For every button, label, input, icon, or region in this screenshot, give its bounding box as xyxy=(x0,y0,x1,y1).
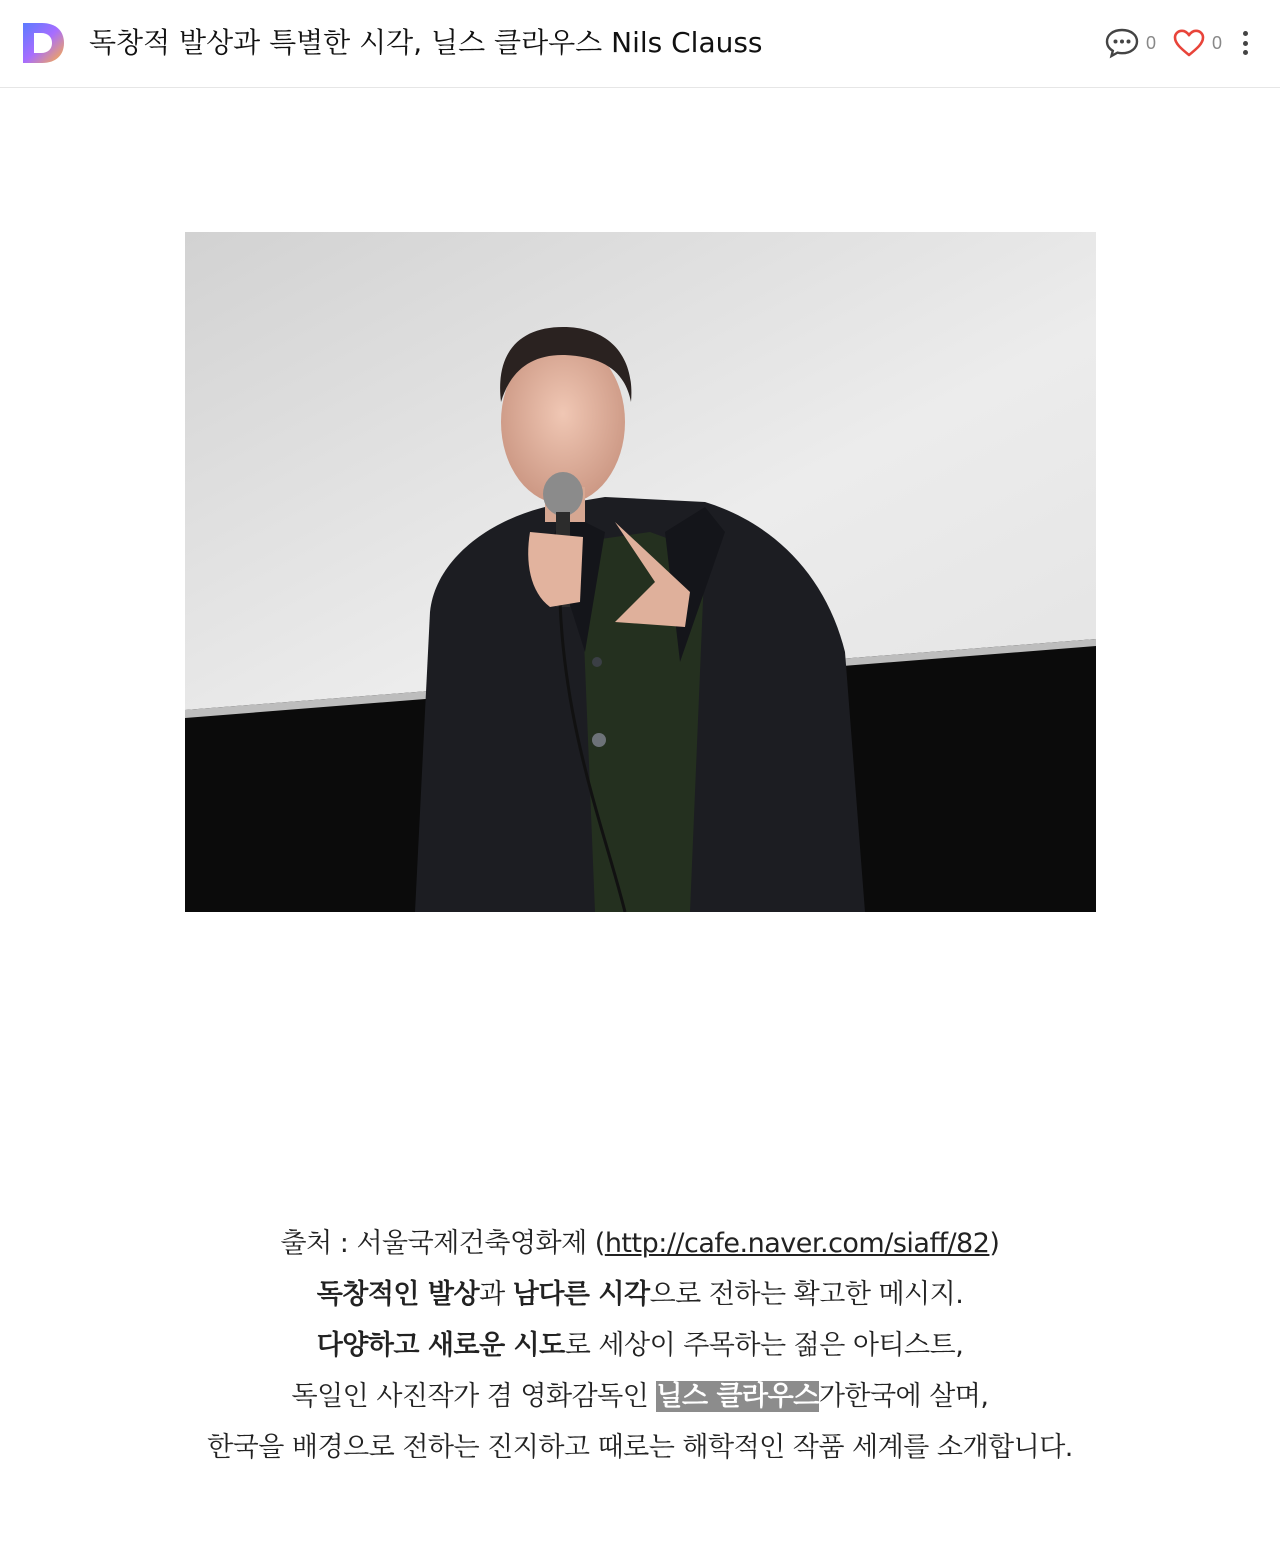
highlighted-name: 닐스 클라우스 xyxy=(656,1381,819,1412)
top-bar xyxy=(0,0,1280,88)
like-button[interactable] xyxy=(1172,28,1222,58)
caption-line-4: 독일인 사진작가 겸 영화감독인 닐스 클라우스가한국에 살며, xyxy=(291,1381,989,1412)
page-title: 독창적 발상과 특별한 시각, 닐스 클라우스 Nils Clauss xyxy=(89,26,763,59)
comment-count: 0 xyxy=(1145,32,1156,53)
speaker-photo xyxy=(185,232,1096,912)
more-options-icon[interactable] xyxy=(1238,28,1252,58)
heart-icon xyxy=(1172,28,1206,58)
source-link[interactable]: http://cafe.naver.com/siaff/82 xyxy=(604,1228,990,1259)
like-count: 0 xyxy=(1211,32,1222,53)
comment-icon xyxy=(1104,27,1140,59)
caption-line-3: 다양하고 새로운 시도로 세상이 주목하는 젊은 아티스트, xyxy=(316,1330,964,1361)
daum-logo-icon[interactable] xyxy=(20,20,66,66)
comment-button[interactable] xyxy=(1104,27,1156,59)
header-actions xyxy=(1088,22,1252,64)
photo-caption xyxy=(0,1218,1280,1473)
caption-line-2: 독창적인 발상과 남다른 시각으로 전하는 확고한 메시지. xyxy=(316,1279,964,1310)
caption-line-5: 한국을 배경으로 전하는 진지하고 때로는 해학적인 작품 세계를 소개합니다. xyxy=(207,1432,1073,1463)
caption-line-source: 출처 : 서울국제건축영화제 (http://cafe.naver.com/siaff/82) xyxy=(280,1228,1000,1259)
article-photo xyxy=(185,232,1096,912)
